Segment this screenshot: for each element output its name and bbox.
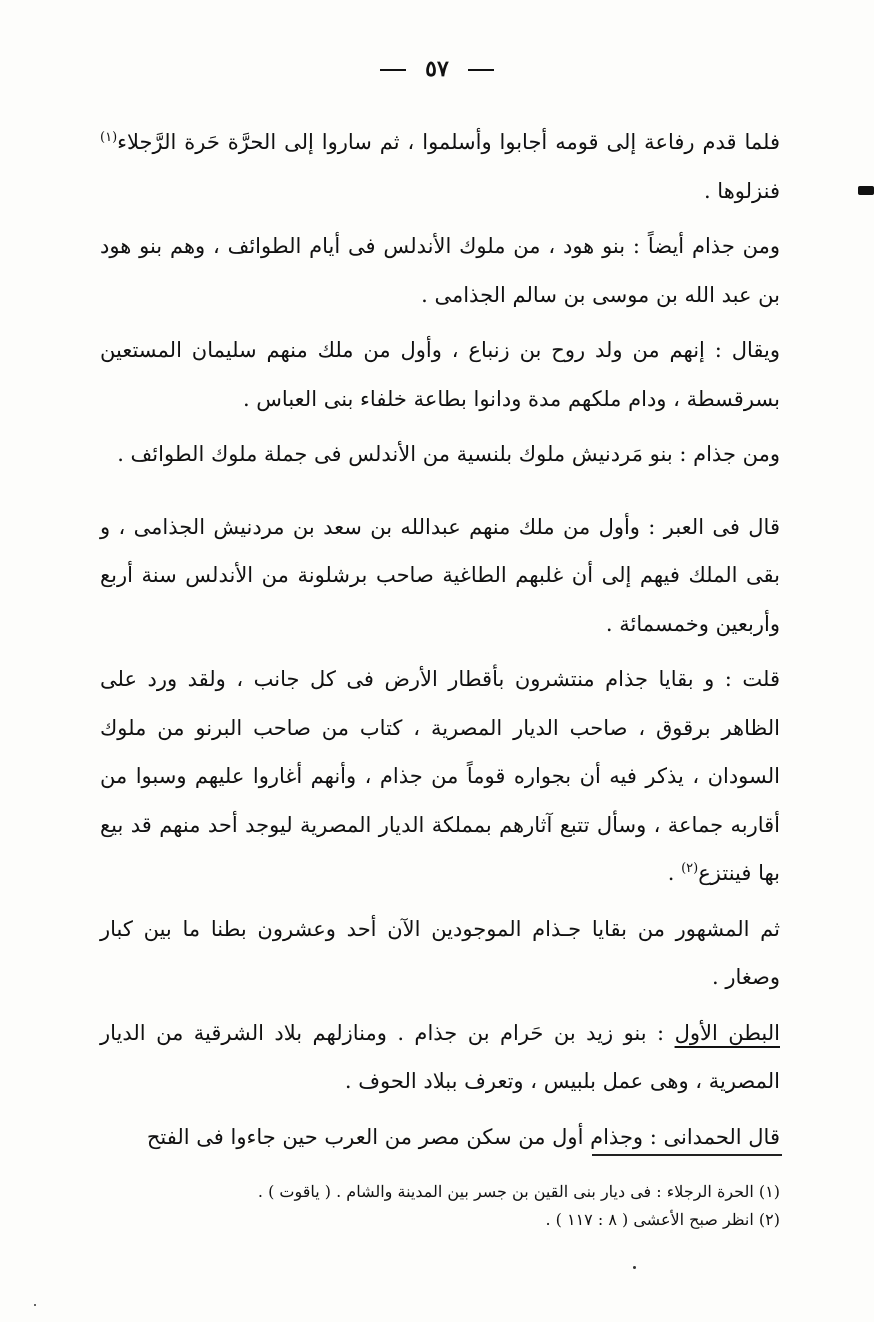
paragraph: [100, 430, 780, 479]
paragraph-tail: .: [667, 861, 682, 885]
paragraph: [100, 222, 780, 319]
footnote-divider: [592, 1154, 782, 1156]
paragraph: [100, 326, 780, 423]
page-header: [0, 56, 874, 82]
paragraph: [100, 118, 780, 215]
paragraph-text: ثم المشهور من بقايا جـذام الموجودين الآن أحد وعشرون بطنا ما بين كبار وصغار .: [100, 916, 780, 989]
header-dash-left: [380, 69, 406, 71]
paragraph: [100, 905, 780, 1002]
paragraph-text: قال الحمدانى : وجذام أول من سكن مصر من العرب حين جاءوا فى الفتح: [146, 1124, 780, 1149]
paragraph: [100, 655, 780, 898]
paragraph: [100, 1009, 780, 1106]
main-text: [100, 118, 780, 1168]
section-label: البطن الأول: [674, 1020, 780, 1045]
scan-speck: [633, 1266, 636, 1269]
footnote-item: (٢) انظر صبح الأعشى ( ٨ : ١١٧ ) .: [545, 1210, 780, 1229]
paragraph-text: ومن جذام : بنو مَردنيش ملوك بلنسية من الأندلس فى جملة ملوك الطوائف .: [117, 442, 780, 466]
paragraph-text: قلت : و بقايا جذام منتشرون بأقطار الأرض فى كل جانب ، ولقد ورد على الظاهر برقوق ، صاحب الديار المصرية ، كتاب من صاحب البرنو من ملوك السودان ، يذكر فيه أن بجواره قوماً من جذام ، وأنهم أغاروا عليهم وسبوا من أقاربه جماعة ، وسأل تتبع آثارهم بمملكة الديار المصرية ليوجد أحد منهم قد بيع بها فينتزع: [100, 667, 780, 885]
paragraph-text: قال فى العبر : وأول من ملك منهم عبدالله بن سعد بن مردنيش الجذامى ، و بقى الملك فيهم إلى أن غلبهم الطاغية صاحب برشلونة من الأندلس سنة أربع وأربعين وخمسمائة .: [100, 514, 780, 636]
footnotes: [150, 1178, 780, 1234]
header-dash-right: [468, 69, 494, 71]
paragraph-text: : بنو زيد بن حَرام بن جذام . ومنازلهم بلاد الشرقية من الديار المصرية ، وهى عمل بلبيس ، وتعرف ببلاد الحوف .: [100, 1020, 780, 1093]
footnote-item: (١) الحرة الرجلاء : فى ديار بنى القين بن جسر بين المدينة والشام . ( ياقوت ) .: [257, 1182, 780, 1201]
paragraph-text: ومن جذام أيضاً : بنو هود ، من ملوك الأندلس فى أيام الطوائف ، وهم بنو هود بن عبد الله بن موسى بن سالم الجذامى .: [100, 234, 780, 307]
paragraph-text: ويقال : إنهم من ولد روح بن زنباع ، وأول من ملك منهم سليمان المستعين بسرقسطة ، ودام ملكهم مدة ودانوا بطاعة خلفاء بنى العباس .: [100, 338, 780, 411]
footnote-ref: (١): [100, 130, 118, 145]
paragraph: [100, 503, 780, 649]
margin-mark: [858, 186, 874, 195]
scan-speck: [34, 1304, 36, 1306]
page-number: ٥٧: [425, 56, 449, 82]
footnote-ref: (٢): [681, 861, 699, 876]
paragraph-tail: فنزلوها .: [703, 178, 780, 203]
paragraph-text: فلما قدم رفاعة إلى قومه أجابوا وأسلموا ، ثم ساروا إلى الحرَّة حَرة الرَّجلاء: [117, 130, 780, 154]
